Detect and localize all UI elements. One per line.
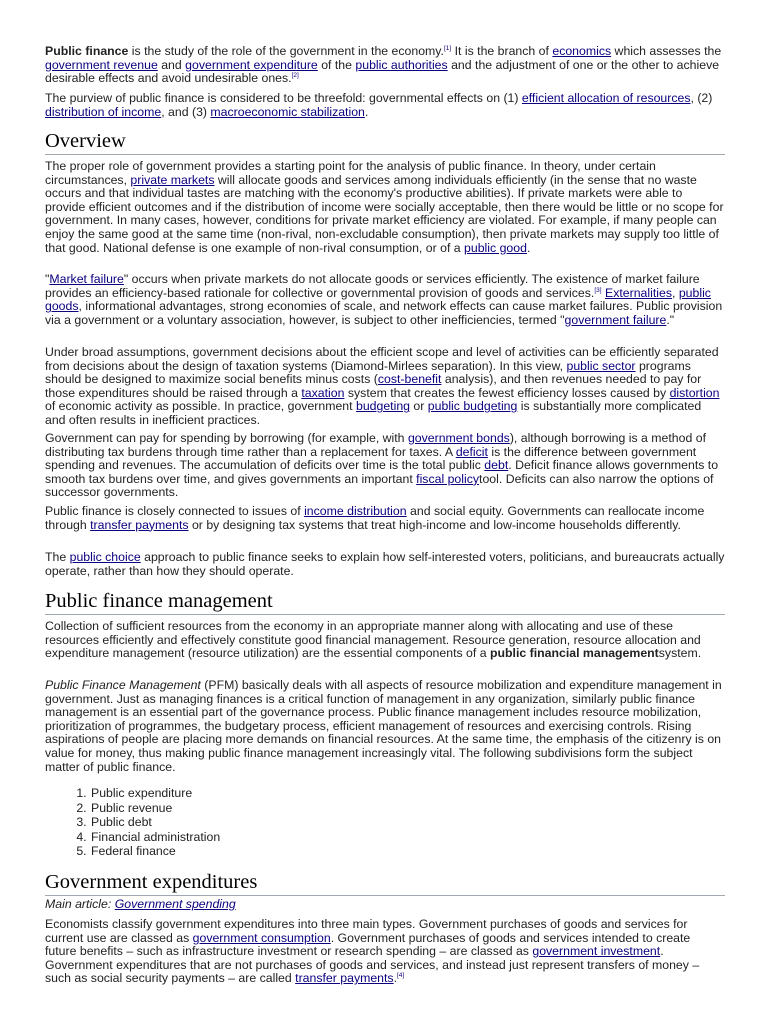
hatnote-label: Main article: xyxy=(45,897,115,911)
hatnote-main-article xyxy=(45,898,725,912)
text: ." xyxy=(666,312,675,327)
text: Economists classify government expenditures into three main types. Government purchases of goods and services for current use are classed as xyxy=(45,917,688,945)
link-externalities[interactable]: Externalities xyxy=(605,285,672,300)
heading-overview: Overview xyxy=(45,130,725,155)
text: Government can pay for spending by borrowing (for example, with xyxy=(45,431,408,445)
text: programs should be designed to maximize social benefits minus costs ( xyxy=(45,358,691,387)
link-government-revenue[interactable]: government revenue xyxy=(45,57,158,72)
text: . Deficit finance allows governments to smooth tax burdens over time, and gives governments an important xyxy=(45,458,719,486)
pfm-paragraph-1 xyxy=(45,620,725,661)
text: . xyxy=(364,104,369,119)
link-government-spending[interactable]: Government spending xyxy=(114,897,236,911)
link-taxation[interactable]: taxation xyxy=(301,385,345,400)
link-transfer-payments[interactable]: transfer payments xyxy=(90,517,189,532)
text: system. xyxy=(658,646,702,661)
link-government-failure[interactable]: government failure xyxy=(564,312,667,327)
text: Under broad assumptions, government decisions about the efficient scope and level of activities can be efficiently separated from decisions about the design of taxation systems (Diamond-Mirlees separation). In this view, xyxy=(45,345,719,373)
text: , xyxy=(671,285,679,300)
link-private-markets[interactable]: private markets xyxy=(130,172,215,187)
text: (PFM) basically deals with all aspects of resource mobilization and expenditure management in government. Just as managing finances is a critical function of management in any organization, similarly public finance management is an essential part of the governance process. Public finance management includes resource mobilization, prioritization of programmes, the budgetary process, efficient management of resources and exercising controls. Rising aspirations of people are placing more demands on financial resources. At the same time, the emphasis of the citizenry is on value for money, thus making public finance management increasingly vital. The following subdivisions form the subject matter of public finance. xyxy=(45,678,722,774)
overview-paragraph-3 xyxy=(45,346,725,428)
text: . xyxy=(393,971,397,986)
link-public-authorities[interactable]: public authorities xyxy=(355,57,448,72)
citation-4[interactable]: [4] xyxy=(397,972,405,980)
link-cost-benefit[interactable]: cost-benefit xyxy=(377,372,442,387)
link-market-failure[interactable]: Market failure xyxy=(49,272,124,286)
citation-3[interactable]: [3] xyxy=(594,286,602,294)
link-debt[interactable]: debt xyxy=(484,458,509,473)
text: " occurs when private markets do not allocate goods or services efficiently. The existence of market failure provides an efficiency-based rationale for collective or governmental provision of goods and services. xyxy=(45,272,700,300)
text: tool. Deficits can also narrow the options of successor governments. xyxy=(45,471,714,500)
overview-paragraph-1 xyxy=(45,160,725,255)
text: , informational advantages, strong economies of scale, and network effects can cause market failures. Public provision via a government or a voluntary association, however, is subject to other inefficiencies, termed " xyxy=(45,299,723,327)
text: The purview of public finance is considered to be threefold: governmental effects on (1) xyxy=(45,91,522,105)
link-budgeting[interactable]: budgeting xyxy=(355,399,411,414)
text: The proper role of government provides a starting point for the analysis of public finance. In theory, under certain circumstances, xyxy=(45,159,656,187)
overview-paragraph-6 xyxy=(45,551,725,578)
text: The xyxy=(45,550,70,564)
bold-public-financial-management: public financial management xyxy=(490,646,659,661)
text: Public finance is closely connected to issues of xyxy=(45,504,305,518)
link-fiscal-policy[interactable]: fiscal policy xyxy=(416,471,480,486)
link-public-good[interactable]: public good xyxy=(464,240,527,255)
text: approach to public finance seeks to explain how self-interested voters, politicians, and bureaucrats actually operate, rather than how they should operate. xyxy=(45,550,725,578)
link-government-investment[interactable]: government investment xyxy=(532,944,661,959)
overview-paragraph-4 xyxy=(45,432,725,500)
intro-paragraph-1 xyxy=(45,45,725,86)
link-income-distribution[interactable]: income distribution xyxy=(304,504,407,518)
pfm-paragraph-2 xyxy=(45,679,725,774)
text: . Government purchases of goods and services intended to create future benefits – such as infrastructure investment or research spending – are classed as xyxy=(45,930,691,959)
citation-1[interactable]: [1] xyxy=(443,45,452,52)
list-item: 4. Financial administration xyxy=(90,830,220,845)
text: is the study of the role of the government in the economy. xyxy=(128,44,444,58)
text: is substantially more complicated and often results in inefficient practices. xyxy=(45,399,702,427)
pfm-subdivisions-list xyxy=(45,786,220,859)
text: or xyxy=(410,399,428,414)
link-distortion[interactable]: distortion xyxy=(669,385,720,400)
text: , and (3) xyxy=(161,104,211,119)
link-deficit[interactable]: deficit xyxy=(455,444,488,459)
term-public-finance: Public finance xyxy=(45,44,129,58)
list-item: 1. Public expenditure xyxy=(90,786,220,801)
text: and social equity. Governments can reallocate income through xyxy=(45,504,705,532)
link-efficient-allocation[interactable]: efficient allocation of resources xyxy=(521,91,691,105)
text: It is the branch of xyxy=(451,44,553,58)
text: of the xyxy=(317,57,356,72)
text: ), although borrowing is a method of distributing tax burdens through time rather than a replacement for taxes. A xyxy=(45,431,706,459)
text: and the adjustment of one or the other to achieve desirable effects and avoid undesirable ones. xyxy=(45,57,720,86)
link-public-goods[interactable]: public goods xyxy=(45,285,711,314)
link-government-expenditure[interactable]: government expenditure xyxy=(185,57,318,72)
italic-pfm-term: Public Finance Management xyxy=(45,678,201,692)
link-transfer-payments-2[interactable]: transfer payments xyxy=(295,971,394,986)
text: . xyxy=(526,240,531,255)
citation-2[interactable]: [2] xyxy=(291,72,299,80)
link-government-bonds[interactable]: government bonds xyxy=(407,431,510,445)
link-government-consumption[interactable]: government consumption xyxy=(192,930,331,945)
text: will allocate goods and services among individuals efficiently (in the sense that no waste occurs and that individual tastes are matching with the economy's productive abilities). If private markets were able to provide efficient outcomes and if the distribution of income were socially acceptable, then there would be little or no scope for government. In many cases, however, conditions for private market efficiency are violated. For example, if many people can enjoy the same good at the same time (non-rival, non-excludable consumption), then private markets may supply too little of that good. National defense is one example of non-rival consumption, or of a xyxy=(45,172,724,255)
overview-paragraph-2 xyxy=(45,273,725,327)
heading-government-expenditures: Government expenditures xyxy=(45,871,725,896)
text: or by designing tax systems that treat high-income and low-income households differently. xyxy=(188,517,681,532)
text: " xyxy=(45,272,50,286)
link-public-choice[interactable]: public choice xyxy=(69,550,141,564)
gov-exp-paragraph-1 xyxy=(45,918,725,986)
list-item: 5. Federal finance xyxy=(90,844,220,859)
link-public-budgeting[interactable]: public budgeting xyxy=(427,399,518,414)
heading-public-finance-management: Public finance management xyxy=(45,590,725,615)
text: is the difference between government spending and revenues. The accumulation of deficits over time is the total public xyxy=(45,444,697,473)
link-distribution-of-income[interactable]: distribution of income xyxy=(45,104,162,119)
text: analysis), and then revenues needed to pay for those expenditures should be raised through a xyxy=(45,372,702,400)
text: of economic activity as possible. In practice, government xyxy=(45,399,356,414)
list-item: 3. Public debt xyxy=(90,815,220,830)
text: , (2) xyxy=(690,91,713,105)
text: . Government expenditures that are not purchases of goods and services, and instead just represent transfers of money – such as social security payments – are called xyxy=(45,944,700,986)
list-item: 2. Public revenue xyxy=(90,801,220,816)
link-public-sector[interactable]: public sector xyxy=(566,358,636,373)
text: system that creates the fewest efficiency losses caused by xyxy=(344,385,670,400)
link-macroeconomic-stabilization[interactable]: macroeconomic stabilization xyxy=(210,104,365,119)
link-economics[interactable]: economics xyxy=(552,44,612,58)
text: which assesses the xyxy=(611,44,722,58)
intro-paragraph-2 xyxy=(45,92,725,119)
text: Collection of sufficient resources from the economy in an appropriate manner along with allocating and use of these resources efficiently and effectively constitute good financial management. Resource generation, resource allocation and expenditure management (resource utilization) are the essential components of a xyxy=(45,619,701,661)
overview-paragraph-5 xyxy=(45,505,725,532)
text: and xyxy=(157,57,186,72)
